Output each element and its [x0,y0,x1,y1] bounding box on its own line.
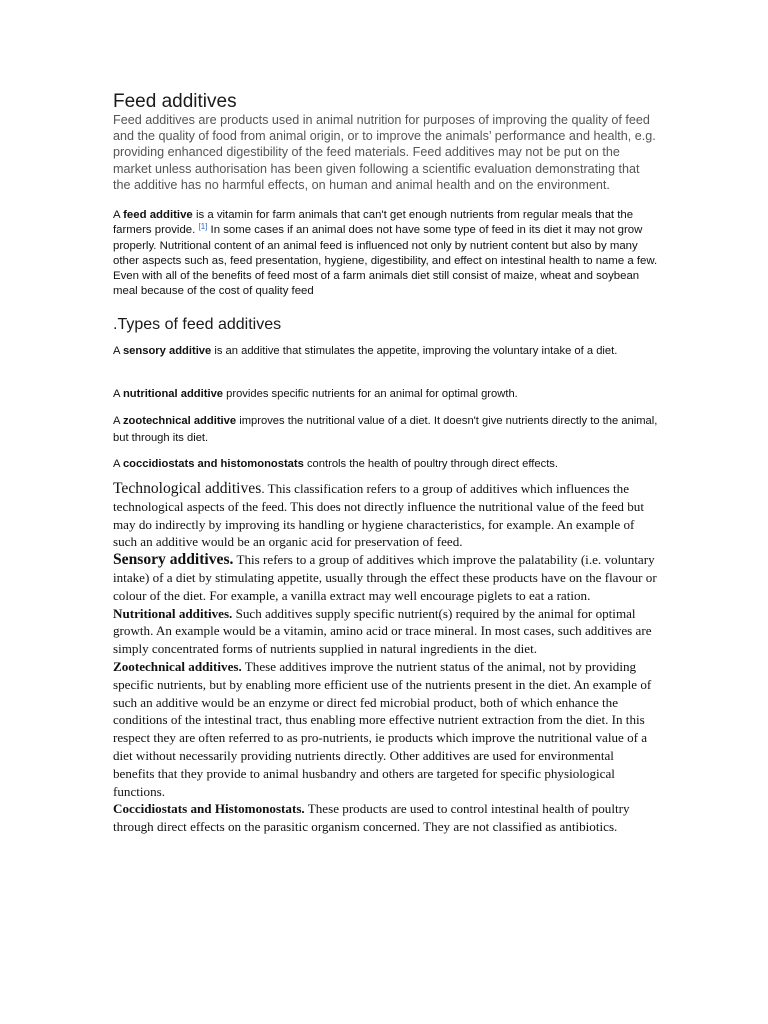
reference-link[interactable]: [1] [198,222,208,232]
type-term: coccidiostats and histomonostats [122,458,304,470]
detail-text: These products are used to control intestinal health of poultry through direct effects on the parasitic organism concerned. They are not classified as antibiotics. [113,801,630,835]
detail-text: This refers to a group of additives which improve the palatability (i.e. voluntary intake) of a diet by stimulating appetite, usually through the effect these products have on the flavour or colour of the diet. For example, a vanilla extract may well encourage piglets to eat a ration. [113,552,657,603]
types-heading: .Types of feed additives [113,316,282,333]
detail-sensory [113,551,658,604]
detail-text: Such additives supply specific nutrient(s) required by the animal for optimal growth. An example would be a vitamin, amino acid or trace mineral. In most cases, such additives are simply concentrated forms of nutrients supplied in natural ingredients in the diet. [113,605,652,657]
type-text: is an additive that stimulates the appetite, improving the voluntary intake of a diet. [211,345,618,357]
type-lead: A [113,345,123,357]
detail-text: These additives improve the nutrient status of the animal, not by providing specific nutrients, but by enabling more efficient use of the nutrients present in the diet. An example of such an additive would be an enzyme or direct fed microbial product, both of which enhance the conditions of the intestinal tract, thus enabling more effective nutrient extraction from the diet. In this respect they are often referred to as pro-nutrients, ie products which improve the nutritional value of a diet without necessarily providing nutrients directly. Other additives are used for environmental benefits that they provide to animal husbandry and others are targeted for specific physiological functions. [113,658,652,799]
type-lead: A [113,458,123,470]
detail-term: Sensory additives. [113,551,234,569]
detail-term: Technological additives [113,480,262,497]
type-lead: A [113,415,123,427]
detail-term: Nutritional additives. [113,605,233,621]
type-item-sensory [113,343,658,360]
detail-nutritional [113,605,658,658]
detail-text: . This classification refers to a group of additives which influences the technological aspects of the feed. This does not directly influence the nutritional value of the feed but may do indirectly by improving its handling or hygiene characteristics, for example. An example of such an additive would be an organic acid for preservation of feed. [113,481,644,550]
detail-term: Zootechnical additives. [113,658,242,674]
type-text: controls the health of poultry through direct effects. [303,458,559,470]
detail-term: Coccidiostats and Histomonostats. [113,801,305,817]
type-text: provides specific nutrients for an animal for optimal growth. [223,388,518,400]
type-item-nutritional [113,386,658,403]
definition-term: feed additive [123,209,193,221]
additive-classification-details [113,480,658,836]
detail-technological [113,480,658,551]
definition-text-continued: In some cases if an animal does not have some type of feed in its diet it may not grow properly. Nutritional content of an animal feed is influenced not only by nutrient content but also by many other aspects such as, feed presentation, hygiene, digestibility, and effect on intestinal health to name a few. Even with all of the benefits of feed most of a farm animals diet still consist of maize, wheat and soybean meal because of the cost of quality feed [113,224,658,298]
type-term: sensory additive [122,345,212,357]
type-term: zootechnical additive [122,415,237,427]
type-item-zootechnical [113,413,658,447]
definition-text: is a vitamin for farm animals that can't get enough nutrients from regular meals that the farmers provide. [113,209,634,237]
type-text: improves the nutritional value of a diet. It doesn't give nutrients directly to the animal, but through its diet. [113,415,658,444]
type-item-coccidiostats [113,456,658,473]
type-lead: A [113,388,123,400]
detail-zootechnical [113,658,658,800]
page-title: Feed additives [113,91,237,112]
feed-additive-definition [113,208,658,300]
detail-coccidiostats [113,800,658,836]
type-term: nutritional additive [122,388,224,400]
intro-paragraph: Feed additives are products used in animal nutrition for purposes of improving the quality of feed and the quality of food from animal origin, or to improve the animals’ performance and health, e.g. providing enhanced digestibility of the feed materials. Feed additives may not be put on the market unless authorisation has been given following a scientific evaluation demonstrating that the additive has no harmful effects, on human and animal health and on the environment. [113,113,656,192]
definition-lead: A [113,209,124,221]
